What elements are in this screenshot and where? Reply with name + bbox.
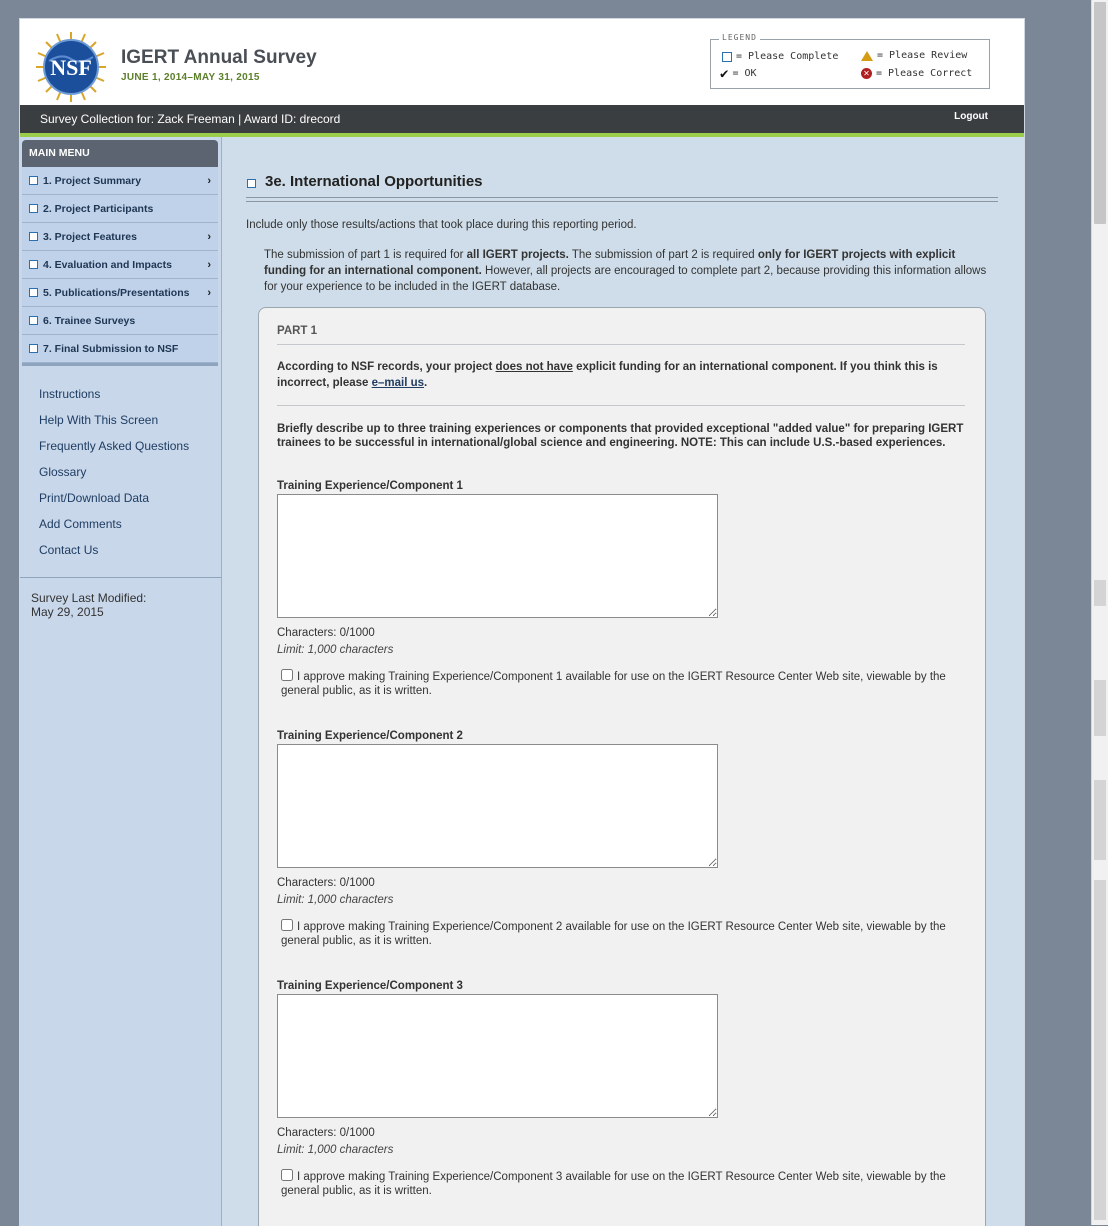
menu-item-label: 2. Project Participants [43, 202, 154, 215]
records-text-a: According to NSF records, your project [277, 361, 496, 373]
last-modified-date: May 29, 2015 [31, 605, 104, 619]
instructions-link[interactable]: Instructions [39, 387, 101, 401]
approve-row [281, 919, 971, 948]
logout-link[interactable]: Logout [954, 111, 988, 122]
training-experience-1-label: Training Experience/Component 1 [277, 480, 463, 492]
status-incomplete-icon [247, 179, 256, 188]
add-comments-link[interactable]: Add Comments [39, 517, 122, 531]
app-title: IGERT Annual Survey [121, 47, 317, 68]
menu-item-final-submission[interactable] [22, 335, 218, 363]
approve-row [281, 1169, 971, 1198]
email-us-link[interactable]: e–mail us [371, 377, 425, 389]
training-experience-3-input[interactable] [277, 994, 718, 1118]
menu-item-evaluation-impacts[interactable] [22, 251, 218, 279]
status-incomplete-icon [29, 316, 38, 325]
legend [710, 33, 990, 89]
date-range: JUNE 1, 2014–MAY 31, 2015 [121, 72, 260, 83]
submission-text-3: However, all projects are encouraged to complete part 2, because providing this information allows for your experience to be included in the IGERT database. [264, 265, 987, 293]
legend-please-review-label: = Please Review [877, 50, 968, 61]
menu-item-label: 6. Trainee Surveys [43, 314, 136, 327]
training-experience-1-input[interactable] [277, 494, 718, 618]
records-underlined: does not have [495, 361, 573, 373]
menu-item-project-participants[interactable] [22, 195, 218, 223]
submission-text-1: The submission of part 1 is required for [264, 249, 467, 261]
contact-us-link[interactable]: Contact Us [39, 543, 99, 557]
error-x-icon: ✕ [861, 68, 872, 79]
sidebar-divider [20, 577, 221, 578]
status-incomplete-icon [29, 232, 38, 241]
part1-rule [277, 344, 965, 345]
menu-item-label: 7. Final Submission to NSF [43, 342, 179, 355]
status-incomplete-icon [29, 204, 38, 213]
menu-item-publications[interactable] [22, 279, 218, 307]
menu-item-project-summary[interactable] [22, 167, 218, 195]
approve-label: I approve making Training Experience/Component 2 available for use on the IGERT Resource Center Web site, viewable by the general public, as it is written. [281, 921, 946, 947]
user-bar [20, 105, 1024, 137]
intro-text: Include only those results/actions that took place during this reporting period. [246, 219, 637, 231]
training-experience-3-label: Training Experience/Component 3 [277, 980, 463, 992]
faq-link[interactable]: Frequently Asked Questions [39, 439, 190, 453]
scrollbar-marker [1094, 680, 1106, 736]
main-menu-title: MAIN MENU [22, 140, 218, 167]
legend-ok-label: = OK [732, 68, 757, 79]
chevron-right-icon: › [207, 175, 211, 187]
approve-row [281, 669, 971, 698]
scrollbar-marker [1094, 880, 1106, 1220]
approve-checkbox-2[interactable] [281, 919, 293, 931]
chevron-right-icon: › [207, 259, 211, 271]
help-link[interactable]: Help With This Screen [39, 413, 159, 427]
status-incomplete-icon [29, 260, 38, 269]
chevron-right-icon: › [207, 287, 211, 299]
submission-note [264, 247, 994, 295]
approve-checkbox-3[interactable] [281, 1169, 293, 1181]
records-text-b: explicit funding for an international component. If you think this is incorrect, please [277, 361, 938, 389]
approve-checkbox-1[interactable] [281, 669, 293, 681]
section-rule [246, 197, 998, 202]
character-limit: Limit: 1,000 characters [277, 894, 394, 906]
character-count: Characters: 0/1000 [277, 627, 375, 639]
legend-please-complete [722, 51, 838, 62]
menu-bottom-border [22, 363, 218, 366]
last-modified-label: Survey Last Modified: [31, 591, 147, 605]
part1-card [258, 307, 986, 1226]
chevron-right-icon: › [207, 231, 211, 243]
scrollbar-marker [1094, 780, 1106, 860]
menu-item-label: 3. Project Features [43, 230, 137, 243]
approve-label: I approve making Training Experience/Component 1 available for use on the IGERT Resource Center Web site, viewable by the general public, as it is written. [281, 671, 946, 697]
submission-text-2: The submission of part 2 is required [568, 249, 758, 261]
training-experience-2-input[interactable] [277, 744, 718, 868]
page-title: 3e. International Opportunities [265, 173, 483, 190]
please-complete-icon [722, 52, 732, 62]
status-incomplete-icon [29, 176, 38, 185]
scrollbar-thumb[interactable] [1094, 2, 1106, 224]
glossary-link[interactable]: Glossary [39, 465, 87, 479]
legend-please-complete-label: = Please Complete [736, 51, 839, 62]
menu-item-project-features[interactable] [22, 223, 218, 251]
main-menu [22, 167, 218, 366]
training-experience-2-label: Training Experience/Component 2 [277, 730, 463, 742]
legend-please-correct [861, 68, 972, 79]
print-download-link[interactable]: Print/Download Data [39, 491, 150, 505]
sidebar-links [39, 387, 189, 569]
header [20, 19, 1024, 105]
main-content [222, 137, 1024, 1226]
part1-title: PART 1 [277, 325, 318, 337]
character-count: Characters: 0/1000 [277, 877, 375, 889]
submission-bold-1: all IGERT projects. [466, 249, 569, 261]
nsf-logo-icon [35, 31, 107, 103]
character-count: Characters: 0/1000 [277, 1127, 375, 1139]
menu-item-label: 5. Publications/Presentations [43, 286, 190, 299]
legend-ok [720, 65, 757, 82]
briefly-describe-prompt: Briefly describe up to three training experiences or components that provided exceptional "added value" for preparing IGERT trainees to be successful in international/global science and engineering. NOTE: This can include U.S.-based experiences. [277, 423, 964, 449]
checkmark-icon: ✔ [720, 65, 729, 82]
logo-text: NSF [50, 55, 92, 80]
approve-label: I approve making Training Experience/Component 3 available for use on the IGERT Resource Center Web site, viewable by the general public, as it is written. [281, 1171, 946, 1197]
character-limit: Limit: 1,000 characters [277, 644, 394, 656]
legend-please-review [861, 50, 967, 61]
page [19, 18, 1025, 1226]
status-incomplete-icon [29, 344, 38, 353]
legend-please-correct-label: = Please Correct [876, 68, 973, 79]
survey-collection-info: Survey Collection for: Zack Freeman | Award ID: drecord [40, 112, 341, 126]
part1-rule-2 [277, 405, 965, 406]
sidebar [20, 137, 222, 1226]
submission-bold-2: only for IGERT projects with explicit funding for an international component. [264, 249, 956, 277]
warning-icon [861, 51, 873, 61]
legend-title: LEGEND [719, 33, 760, 42]
scrollbar-marker [1094, 580, 1106, 606]
menu-item-label: 1. Project Summary [43, 174, 142, 187]
menu-item-label: 4. Evaluation and Impacts [43, 258, 172, 271]
character-limit: Limit: 1,000 characters [277, 1144, 394, 1156]
records-end: . [424, 377, 428, 389]
status-incomplete-icon [29, 288, 38, 297]
nsf-records-note [277, 359, 967, 391]
vertical-scrollbar[interactable] [1091, 0, 1108, 1225]
last-modified [31, 591, 146, 619]
menu-item-trainee-surveys[interactable] [22, 307, 218, 335]
